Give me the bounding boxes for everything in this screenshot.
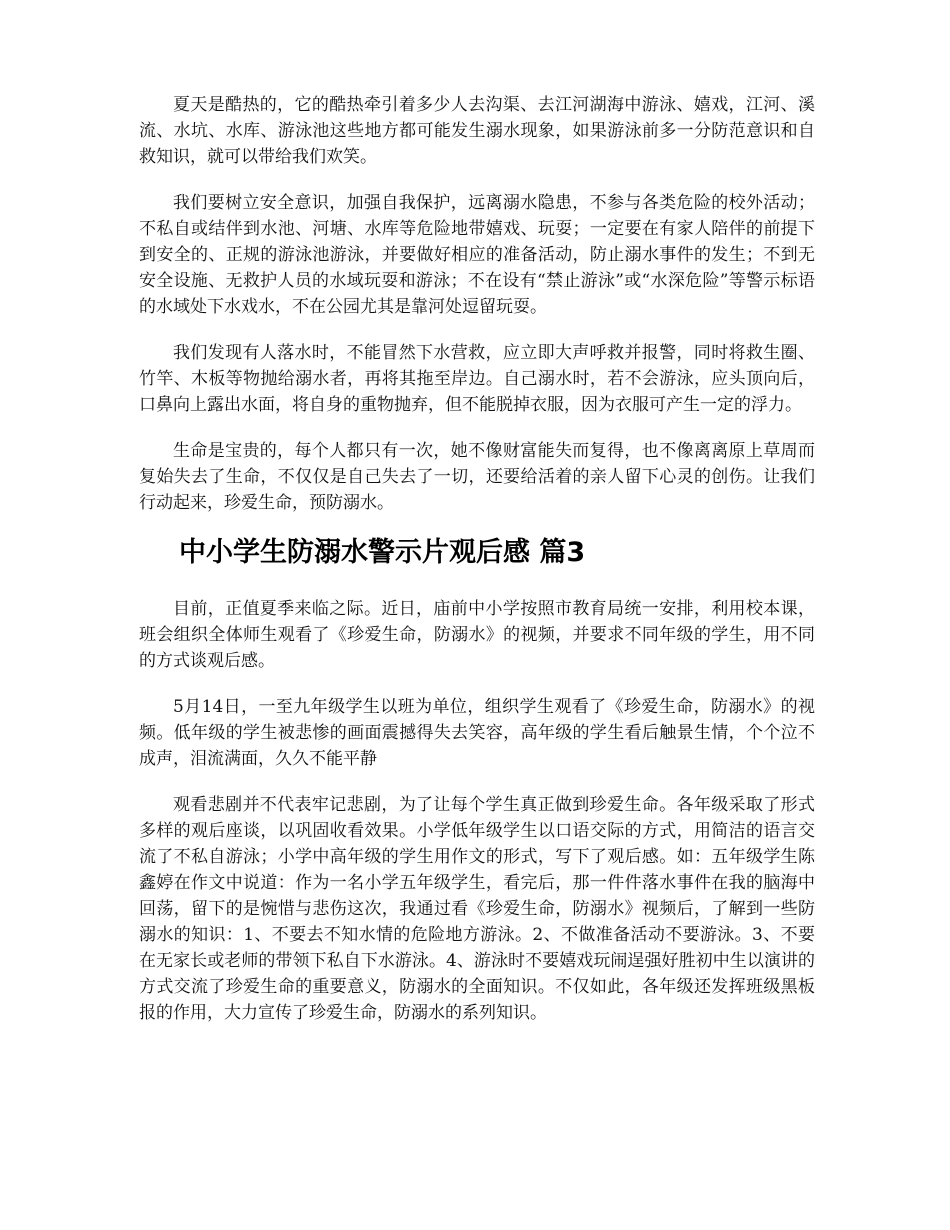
- paragraph-safety-awareness: 我们要树立安全意识，加强自我保护，远离溺水隐患，不参与各类危险的校外活动；不私自或结伴到水池、河塘、水库等危险地带嬉戏、玩耍；一定要在有家人陪伴的前提下到安全的、正规的游泳池游泳，并要做好相应的准备活动，防止溺水事件的发生；不到无安全设施、无救护人员的水域玩耍和游泳；不在设有“禁止游泳”或“水深危险”等警示标语的水域处下水戏水，不在公园尤其是靠河处逗留玩耍。: [139, 193, 815, 317]
- paragraph-school-arrangement: 目前，正值夏季来临之际。近日，庙前中小学按照市教育局统一安排，利用校本课，班会组织全体师生观看了《珍爱生命，防溺水》的视频，并要求不同年级的学生，用不同的方式谈观后感。: [139, 599, 815, 671]
- paragraph-summer-danger: 夏天是酷热的，它的酷热牵引着多少人去沟渠、去江河湖海中游泳、嬉戏，江河、溪流、水坑、水库、游泳池这些地方都可能发生溺水现象，如果游泳前多一分防范意识和自救知识，就可以带给我们欢笑。: [139, 95, 815, 167]
- paragraph-rescue-advice: 我们发现有人落水时，不能冒然下水营救，应立即大声呼救并报警，同时将救生圈、竹竿、木板等物抛给溺水者，再将其拖至岸边。自己溺水时，若不会游泳，应头顶向后，口鼻向上露出水面，将自身的重物抛弃，但不能脱掉衣服，因为衣服可产生一定的浮力。: [139, 343, 815, 415]
- document-body: [139, 92, 815, 1046]
- paragraph-life-precious: 生命是宝贵的，每个人都只有一次，她不像财富能失而复得，也不像离离原上草周而复始失去了生命，不仅仅是自己失去了一切，还要给活着的亲人留下心灵的创伤。让我们行动起来，珍爱生命，预防溺水。: [139, 441, 815, 513]
- paragraph-discussion-activities: 观看悲剧并不代表牢记悲剧，为了让每个学生真正做到珍爱生命。各年级采取了形式多样的观后座谈，以巩固收看效果。小学低年级学生以口语交际的方式，用简洁的语言交流了不私自游泳；小学中高年级的学生用作文的形式，写下了观后感。如：五年级学生陈鑫婷在作文中说道：作为一名小学五年级学生，看完后，那一件件落水事件在我的脑海中回荡，留下的是惋惜与悲伤这次，我通过看《珍爱生命，防溺水》视频后，了解到一些防溺水的知识：1、不要去不知水情的危险地方游泳。2、不做准备活动不要游泳。3、不要在无家长或老师的带领下私自下水游泳。4、游泳时不要嬉戏玩闹逞强好胜初中生以演讲的方式交流了珍爱生命的重要意义，防溺水的全面知识。不仅如此，各年级还发挥班级黑板报的作用，大力宣传了珍爱生命，防溺水的系列知识。: [139, 795, 815, 1023]
- section-heading: 中小学生防溺水警示片观后感 篇3: [179, 537, 586, 568]
- paragraph-video-viewing: 5月14日，一至九年级学生以班为单位，组织学生观看了《珍爱生命，防溺水》的视频。低年级的学生被悲惨的画面震撼得失去笑容，高年级的学生看后触景生情，个个泣不成声，泪流满面，久久不能平静: [139, 697, 815, 769]
